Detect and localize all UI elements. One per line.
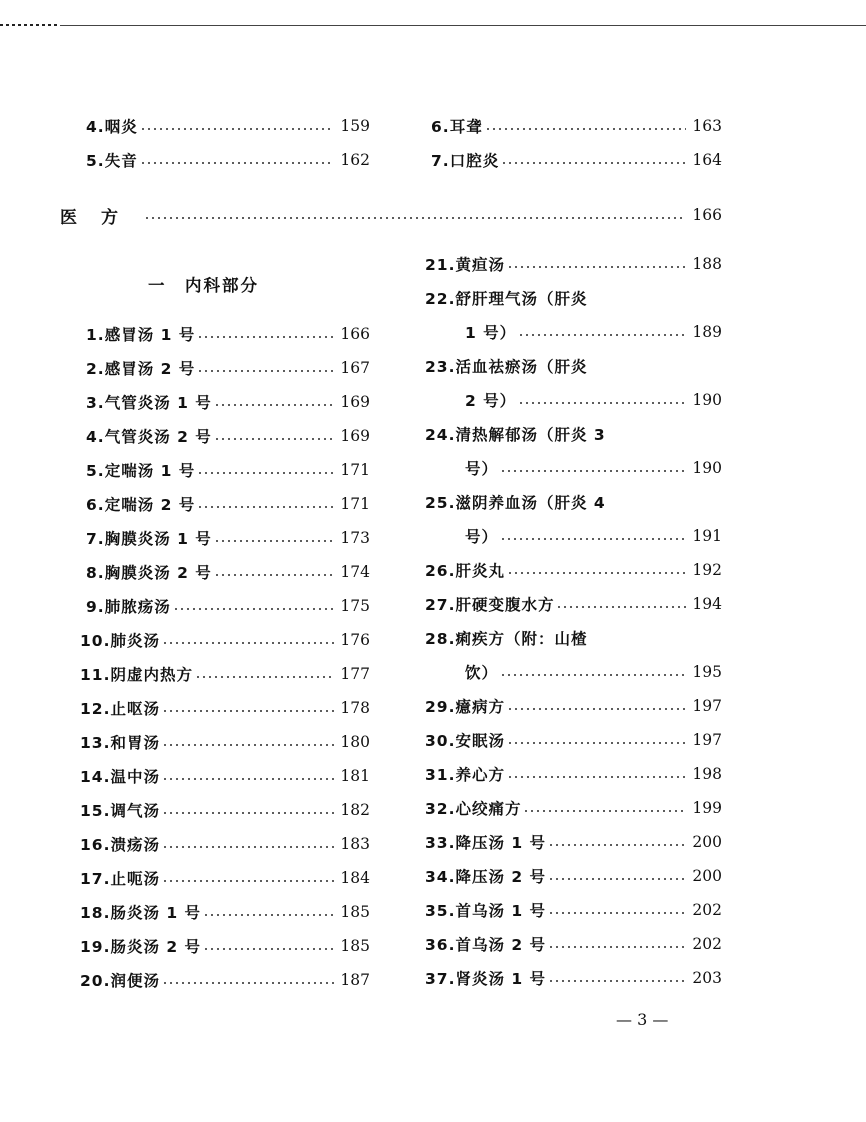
entry-number: 29. xyxy=(425,698,456,716)
entry-page: 163 xyxy=(692,117,722,135)
dot-leader xyxy=(548,912,686,914)
dot-leader xyxy=(507,266,686,268)
dot-leader xyxy=(162,880,334,882)
entry-text: 心绞痛方 xyxy=(455,800,522,818)
entry-title xyxy=(425,763,505,785)
entry-number: 4. xyxy=(86,118,105,136)
entry-number: 4. xyxy=(86,428,105,446)
toc-entry[interactable] xyxy=(425,893,722,927)
entry-number: 37. xyxy=(425,970,456,988)
dot-leader xyxy=(173,608,335,610)
toc-entry[interactable] xyxy=(80,521,370,555)
entry-page: 185 xyxy=(340,903,370,921)
entry-number: 19. xyxy=(80,938,111,956)
entry-number: 18. xyxy=(80,904,111,922)
entry-page: 174 xyxy=(340,563,370,581)
entry-text: 调气汤 xyxy=(110,802,160,820)
entry-title xyxy=(86,595,171,617)
entry-title xyxy=(425,287,587,309)
entry-title xyxy=(80,663,193,685)
toc-top-right xyxy=(425,109,722,177)
entry-number: 9. xyxy=(86,598,105,616)
entry-number: 10. xyxy=(80,632,111,650)
section-title: 一 内科部分 xyxy=(148,276,259,295)
entry-number: 5. xyxy=(86,152,105,170)
toc-entry[interactable] xyxy=(80,317,370,351)
toc-top-left xyxy=(80,109,370,177)
entry-title xyxy=(86,527,212,549)
entry-number: 5. xyxy=(86,462,105,480)
entry-page: 171 xyxy=(340,495,370,513)
entry-text: 痢疾方（附：山楂 xyxy=(455,630,588,648)
entry-text: 肾炎汤 1 号 xyxy=(455,970,547,988)
entry-text-continued: 饮） xyxy=(465,664,499,682)
entry-text: 肠炎汤 2 号 xyxy=(110,938,202,956)
entry-title xyxy=(80,935,201,957)
entry-text: 感冒汤 1 号 xyxy=(104,326,196,344)
dot-leader xyxy=(203,948,334,950)
entry-page: 194 xyxy=(692,595,722,613)
toc-entry[interactable] xyxy=(425,757,722,791)
entry-number: 8. xyxy=(86,564,105,582)
entry-text: 养心方 xyxy=(455,766,505,784)
entry-page: 190 xyxy=(692,459,722,477)
entry-number: 2. xyxy=(86,360,105,378)
entry-title xyxy=(86,561,212,583)
entry-number: 17. xyxy=(80,870,111,888)
entry-page: 199 xyxy=(692,799,722,817)
dot-leader xyxy=(507,572,686,574)
dot-leader xyxy=(556,606,686,608)
toc-entry[interactable] xyxy=(80,793,370,827)
dot-leader xyxy=(162,846,334,848)
toc-entry[interactable] xyxy=(80,555,370,589)
entry-text: 温中汤 xyxy=(110,768,160,786)
toc-entry[interactable] xyxy=(80,963,370,997)
dot-leader xyxy=(197,472,334,474)
entry-page: 198 xyxy=(692,765,722,783)
entry-text: 活血祛瘀汤（肝炎 xyxy=(455,358,588,376)
entry-page: 175 xyxy=(340,597,370,615)
toc-entry[interactable] xyxy=(425,247,722,281)
entry-page: 169 xyxy=(340,427,370,445)
dot-leader xyxy=(214,574,335,576)
entry-text: 肺炎汤 xyxy=(110,632,160,650)
entry-title xyxy=(86,115,138,137)
dot-leader xyxy=(214,540,335,542)
entry-title xyxy=(431,149,499,171)
heading-title: 医方 xyxy=(60,207,142,228)
dot-leader xyxy=(195,676,334,678)
entry-number: 32. xyxy=(425,800,456,818)
entry-page: 185 xyxy=(340,937,370,955)
toc-entry[interactable] xyxy=(425,927,722,961)
entry-number: 23. xyxy=(425,358,456,376)
entry-page: 190 xyxy=(692,391,722,409)
heading-page: 166 xyxy=(692,206,722,224)
entry-number: 7. xyxy=(86,530,105,548)
dot-leader xyxy=(507,776,686,778)
entry-text: 感冒汤 2 号 xyxy=(104,360,196,378)
toc-entry[interactable] xyxy=(425,143,722,177)
entry-title xyxy=(425,865,546,887)
toc-entry[interactable] xyxy=(80,351,370,385)
entry-number: 33. xyxy=(425,834,456,852)
entry-number: 35. xyxy=(425,902,456,920)
dot-leader xyxy=(523,810,686,812)
toc-entry[interactable] xyxy=(425,825,722,859)
entry-title xyxy=(86,459,195,481)
entry-number: 22. xyxy=(425,290,456,308)
dot-leader xyxy=(140,128,335,130)
entry-title xyxy=(425,593,554,615)
entry-text: 口腔炎 xyxy=(449,152,500,170)
dot-leader xyxy=(197,506,334,508)
entry-title xyxy=(86,149,138,171)
entry-number: 6. xyxy=(86,496,105,514)
entry-page: 173 xyxy=(340,529,370,547)
entry-title xyxy=(425,967,546,989)
toc-entry[interactable] xyxy=(425,859,722,893)
toc-entry[interactable] xyxy=(425,621,722,655)
entry-title xyxy=(86,323,195,345)
toc-entry[interactable] xyxy=(425,485,722,519)
toc-entry[interactable] xyxy=(425,791,722,825)
entry-number: 16. xyxy=(80,836,111,854)
entry-title xyxy=(80,901,201,923)
dot-leader xyxy=(518,402,686,404)
dot-leader xyxy=(197,336,334,338)
entry-text: 阴虚内热方 xyxy=(110,666,193,684)
entry-text: 肺脓疡汤 xyxy=(104,598,171,616)
toc-entry-continuation[interactable] xyxy=(425,655,722,689)
entry-text-continued: 2 号） xyxy=(465,392,517,410)
entry-title xyxy=(425,423,606,445)
dot-leader xyxy=(501,162,686,164)
entry-text: 首乌汤 1 号 xyxy=(455,902,547,920)
entry-title xyxy=(80,969,160,991)
dot-leader xyxy=(548,946,686,948)
entry-number: 15. xyxy=(80,802,111,820)
entry-page: 197 xyxy=(692,731,722,749)
toc-entry[interactable] xyxy=(80,487,370,521)
entry-number: 21. xyxy=(425,256,456,274)
entry-page: 191 xyxy=(692,527,722,545)
toc-entry[interactable] xyxy=(80,691,370,725)
toc-entry[interactable] xyxy=(80,109,370,143)
entry-number: 14. xyxy=(80,768,111,786)
entry-title xyxy=(425,797,521,819)
dot-leader xyxy=(214,404,335,406)
entry-title xyxy=(425,695,505,717)
dot-leader xyxy=(548,878,686,880)
entry-number: 31. xyxy=(425,766,456,784)
entry-page: 164 xyxy=(692,151,722,169)
entry-text: 气管炎汤 2 号 xyxy=(104,428,212,446)
entry-title xyxy=(431,115,483,137)
entry-page: 187 xyxy=(340,971,370,989)
entry-title xyxy=(425,933,546,955)
entry-page: 183 xyxy=(340,835,370,853)
entry-title xyxy=(86,391,212,413)
dot-leader xyxy=(162,710,334,712)
dot-leader xyxy=(162,778,334,780)
entry-page: 182 xyxy=(340,801,370,819)
entry-page: 181 xyxy=(340,767,370,785)
dot-leader xyxy=(500,470,686,472)
toc-entry[interactable] xyxy=(80,623,370,657)
entry-number: 1. xyxy=(86,326,105,344)
dot-leader xyxy=(162,744,334,746)
entry-text: 降压汤 1 号 xyxy=(455,834,547,852)
dot-leader xyxy=(548,980,686,982)
entry-text: 定喘汤 1 号 xyxy=(104,462,196,480)
entry-text-continued: 1 号） xyxy=(465,324,517,342)
entry-number: 13. xyxy=(80,734,111,752)
entry-page: 162 xyxy=(340,151,370,169)
toc-entry[interactable] xyxy=(425,553,722,587)
entry-text: 安眠汤 xyxy=(455,732,505,750)
entry-page: 169 xyxy=(340,393,370,411)
entry-page: 202 xyxy=(692,901,722,919)
toc-entry[interactable] xyxy=(425,281,722,315)
entry-page: 200 xyxy=(692,833,722,851)
entry-text: 止呕汤 xyxy=(110,700,160,718)
entry-title xyxy=(86,425,212,447)
entry-text: 失音 xyxy=(104,152,138,170)
dot-leader xyxy=(500,538,686,540)
entry-page: 177 xyxy=(340,665,370,683)
toc-heading-yifang[interactable] xyxy=(60,198,722,232)
entry-title xyxy=(425,559,505,581)
entry-number: 6. xyxy=(431,118,450,136)
entry-number: 30. xyxy=(425,732,456,750)
dot-leader xyxy=(214,438,335,440)
entry-number: 11. xyxy=(80,666,111,684)
toc-entry[interactable] xyxy=(425,417,722,451)
entry-number: 25. xyxy=(425,494,456,512)
entry-title xyxy=(425,899,546,921)
toc-entry[interactable] xyxy=(80,419,370,453)
toc-entry[interactable] xyxy=(80,589,370,623)
entry-title xyxy=(425,627,587,649)
entry-text: 肠炎汤 1 号 xyxy=(110,904,202,922)
entry-text: 止呃汤 xyxy=(110,870,160,888)
toc-entry[interactable] xyxy=(80,143,370,177)
toc-entry-continuation[interactable] xyxy=(425,519,722,553)
entry-page: 192 xyxy=(692,561,722,579)
entry-number: 12. xyxy=(80,700,111,718)
toc-entry[interactable] xyxy=(425,349,722,383)
toc-entry[interactable] xyxy=(425,961,722,995)
entry-text: 滋阴养血汤（肝炎 4 xyxy=(455,494,606,512)
page-number: — 3 — xyxy=(616,1010,669,1029)
dot-leader xyxy=(140,162,335,164)
entry-page: 159 xyxy=(340,117,370,135)
entry-number: 36. xyxy=(425,936,456,954)
entry-number: 24. xyxy=(425,426,456,444)
entry-title xyxy=(80,867,160,889)
toc-entry[interactable] xyxy=(425,109,722,143)
entry-page: 189 xyxy=(692,323,722,341)
entry-text-continued: 号） xyxy=(465,460,499,478)
top-border-line xyxy=(0,25,866,26)
entry-number: 27. xyxy=(425,596,456,614)
entry-text: 胸膜炎汤 2 号 xyxy=(104,564,212,582)
entry-title xyxy=(425,491,606,513)
entry-text: 和胃汤 xyxy=(110,734,160,752)
entry-title xyxy=(80,765,160,787)
dot-leader xyxy=(507,742,686,744)
dot-leader xyxy=(518,334,686,336)
entry-text: 胸膜炎汤 1 号 xyxy=(104,530,212,548)
entry-page: 171 xyxy=(340,461,370,479)
dot-leader xyxy=(197,370,334,372)
toc-entry[interactable] xyxy=(80,657,370,691)
toc-entry[interactable] xyxy=(80,895,370,929)
entry-text: 定喘汤 2 号 xyxy=(104,496,196,514)
toc-entry-continuation[interactable] xyxy=(425,315,722,349)
entry-title xyxy=(80,697,160,719)
entry-title xyxy=(425,729,505,751)
entry-page: 203 xyxy=(692,969,722,987)
toc-entry-continuation[interactable] xyxy=(425,451,722,485)
entry-number: 20. xyxy=(80,972,111,990)
entry-title xyxy=(425,355,587,377)
toc-entry[interactable] xyxy=(80,759,370,793)
entry-text: 耳聋 xyxy=(449,118,483,136)
toc-right-column xyxy=(425,247,722,995)
entry-text: 肝硬变腹水方 xyxy=(455,596,555,614)
dot-leader xyxy=(162,812,334,814)
dot-leader xyxy=(548,844,686,846)
toc-entry[interactable] xyxy=(425,723,722,757)
toc-entry[interactable] xyxy=(80,453,370,487)
entry-number: 34. xyxy=(425,868,456,886)
dot-leader xyxy=(203,914,334,916)
entry-text: 咽炎 xyxy=(104,118,138,136)
entry-page: 202 xyxy=(692,935,722,953)
entry-title xyxy=(86,493,195,515)
entry-page: 178 xyxy=(340,699,370,717)
dot-leader xyxy=(500,674,686,676)
entry-page: 188 xyxy=(692,255,722,273)
toc-entry[interactable] xyxy=(80,861,370,895)
entry-text: 清热解郁汤（肝炎 3 xyxy=(455,426,606,444)
dot-leader xyxy=(162,982,334,984)
entry-text: 首乌汤 2 号 xyxy=(455,936,547,954)
entry-page: 166 xyxy=(340,325,370,343)
entry-number: 26. xyxy=(425,562,456,580)
entry-title xyxy=(425,253,505,275)
entry-number: 28. xyxy=(425,630,456,648)
entry-text: 肝炎丸 xyxy=(455,562,505,580)
toc-entry[interactable] xyxy=(80,827,370,861)
dot-leader xyxy=(485,128,687,130)
toc-entry[interactable] xyxy=(425,689,722,723)
entry-title xyxy=(80,833,160,855)
entry-page: 180 xyxy=(340,733,370,751)
dot-leader xyxy=(144,217,686,219)
entry-number: 3. xyxy=(86,394,105,412)
entry-title xyxy=(425,831,546,853)
entry-page: 195 xyxy=(692,663,722,681)
top-border-dots xyxy=(0,24,60,26)
entry-page: 200 xyxy=(692,867,722,885)
dot-leader xyxy=(162,642,334,644)
entry-page: 176 xyxy=(340,631,370,649)
entry-text: 降压汤 2 号 xyxy=(455,868,547,886)
toc-left-column xyxy=(80,317,370,997)
toc-entry[interactable] xyxy=(80,929,370,963)
entry-text-continued: 号） xyxy=(465,528,499,546)
entry-text: 黄疸汤 xyxy=(455,256,505,274)
entry-title xyxy=(80,629,160,651)
entry-number: 7. xyxy=(431,152,450,170)
toc-entry[interactable] xyxy=(80,385,370,419)
entry-page: 184 xyxy=(340,869,370,887)
toc-entry[interactable] xyxy=(80,725,370,759)
entry-title xyxy=(80,799,160,821)
dot-leader xyxy=(507,708,686,710)
entry-text: 舒肝理气汤（肝炎 xyxy=(455,290,588,308)
entry-title xyxy=(80,731,160,753)
entry-text: 润便汤 xyxy=(110,972,160,990)
toc-entry[interactable] xyxy=(425,587,722,621)
entry-page: 167 xyxy=(340,359,370,377)
entry-title xyxy=(86,357,195,379)
entry-text: 气管炎汤 1 号 xyxy=(104,394,212,412)
toc-entry-continuation[interactable] xyxy=(425,383,722,417)
entry-page: 197 xyxy=(692,697,722,715)
entry-text: 癔病方 xyxy=(455,698,505,716)
entry-text: 溃疡汤 xyxy=(110,836,160,854)
